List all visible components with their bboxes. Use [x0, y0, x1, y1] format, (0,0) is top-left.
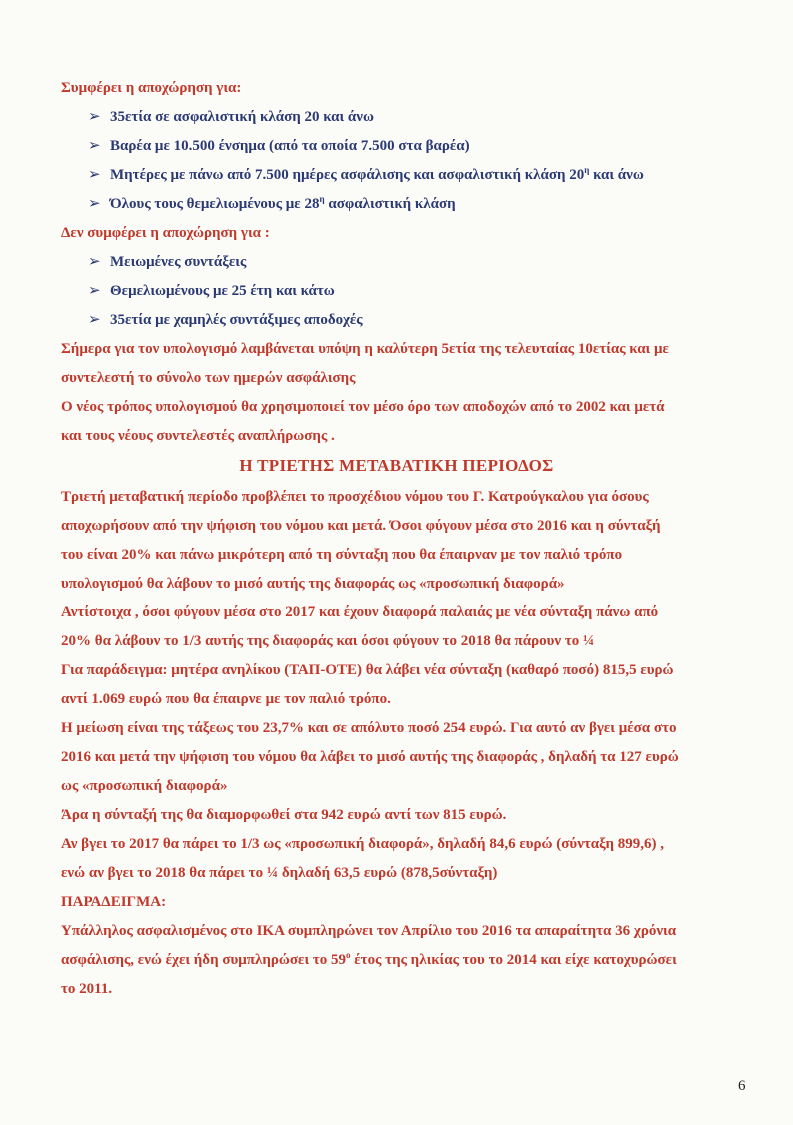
paragraph-line: το 2011. — [61, 981, 113, 997]
arrow-bullet-icon: ➢ — [88, 167, 101, 183]
paragraph-line: του είναι 20% και πάνω μικρότερη από τη σύνταξη που θα έπαιρναν με τον παλιό τρόπο — [61, 547, 623, 563]
list-item: ➢ Βαρέα με 10.500 ένσημα (από τα οποία 7.500 στα βαρέα) — [88, 138, 470, 154]
list-item: ➢ 35ετία με χαμηλές συντάξιμες αποδοχές — [88, 312, 363, 328]
paragraph-line: Τριετή μεταβατική περίοδο προβλέπει το προσχέδιου νόμου του Γ. Κατρούγκαλου για όσους — [61, 489, 649, 505]
paragraph-line: Ο νέος τρόπος υπολογισμού θα χρησιμοποιεί τον μέσο όρο των αποδοχών από το 2002 και μετά — [61, 399, 665, 415]
arrow-bullet-icon: ➢ — [88, 196, 101, 212]
section-heading: Η ΤΡΙΕΤΗΣ ΜΕΤΑΒΑΤΙΚΗ ΠΕΡΙΟΔΟΣ — [239, 456, 554, 475]
list-item: ➢ Μειωμένες συντάξεις — [88, 254, 247, 270]
paragraph-line: Υπάλληλος ασφαλισμένος στο ΙΚΑ συμπληρώνει τον Απρίλιο του 2016 τα απαραίτητα 36 χρόνια — [61, 923, 677, 939]
example-title: ΠΑΡΑΔΕΙΓΜΑ: — [61, 894, 167, 910]
arrow-bullet-icon: ➢ — [88, 138, 101, 154]
list-item: ➢ Μητέρες με πάνω από 7.500 ημέρες ασφάλισης και ασφαλιστική κλάση $20^\eta$ και άνω — [88, 165, 644, 183]
paragraph-line: Άρα η σύνταξή της θα διαμορφωθεί στα 942 ευρώ αντί των 815 ευρώ. — [61, 807, 507, 823]
paragraph-line: Για παράδειγμα: μητέρα ανηλίκου (ΤΑΠ-ΟΤΕ) θα λάβει νέα σύνταξη (καθαρό ποσό) 815,5 ευρώ — [61, 662, 674, 678]
arrow-bullet-icon: ➢ — [88, 283, 101, 299]
paragraph-line: ασφάλισης, ενώ έχει ήδη συμπληρώσει το $59^o$ έτος της ηλικίας του το 2014 και είχε κατοχυρώσει — [61, 950, 677, 968]
paragraph-line: Αντίστοιχα , όσοι φύγουν μέσα στο 2017 και έχουν διαφορά παλαιάς με νέα σύνταξη πάνω από — [61, 604, 659, 620]
paragraph-line: αποχωρήσουν από την ψήφιση του νόμου και μετά. Όσοι φύγουν μέσα στο 2016 και η σύνταξή — [61, 518, 661, 534]
paragraph-line: Η μείωση είναι της τάξεως του 23,7% και σε απόλυτο ποσό 254 ευρώ. Για αυτό αν βγει μέσα στο — [61, 720, 677, 736]
paragraph-line: υπολογισμού θα λάβουν το μισό αυτής της διαφοράς ως «προσωπική διαφορά» — [61, 576, 565, 592]
paragraph-line: συντελεστή το σύνολο των ημερών ασφάλισης — [61, 370, 356, 386]
section-title-unfavorable: Δεν συμφέρει η αποχώρηση για : — [61, 225, 270, 241]
arrow-bullet-icon: ➢ — [88, 312, 101, 328]
arrow-bullet-icon: ➢ — [88, 254, 101, 270]
paragraph-line: και τους νέους συντελεστές αναπλήρωσης . — [61, 428, 335, 444]
list-item: ➢ Θεμελιωμένους με 25 έτη και κάτω — [88, 283, 335, 299]
paragraph-line: 2016 και μετά την ψήφιση του νόμου θα λάβει το μισό αυτής της διαφοράς , δηλαδή τα 127 ευρώ — [61, 749, 679, 765]
section-title-favorable: Συμφέρει η αποχώρηση για: — [61, 80, 242, 96]
arrow-bullet-icon: ➢ — [88, 109, 101, 125]
paragraph-line: ενώ αν βγει το 2018 θα πάρει το ¼ δηλαδή 63,5 ευρώ (878,5σύνταξη) — [61, 865, 498, 881]
paragraph-line: Σήμερα για τον υπολογισμό λαμβάνεται υπόψη η καλύτερη 5ετία της τελευταίας 10ετίας και με — [61, 341, 669, 357]
paragraph-line: Αν βγει το 2017 θα πάρει το 1/3 ως «προσωπική διαφορά», δηλαδή 84,6 ευρώ (σύνταξη 899,6) , — [61, 836, 665, 852]
list-item: ➢ 35ετία σε ασφαλιστική κλάση 20 και άνω — [88, 109, 374, 125]
page-number: 6 — [738, 1078, 746, 1094]
paragraph-line: ως «προσωπική διαφορά» — [61, 778, 228, 794]
list-item: ➢ Όλους τους θεμελιωμένους με $28^\eta$ ασφαλιστική κλάση — [88, 194, 456, 212]
paragraph-line: 20% θα λάβουν το 1/3 αυτής της διαφοράς και όσοι φύγουν το 2018 θα πάρουν το ¼ — [61, 633, 595, 649]
paragraph-line: αντί 1.069 ευρώ που θα έπαιρνε με τον παλιό τρόπο. — [61, 691, 391, 707]
